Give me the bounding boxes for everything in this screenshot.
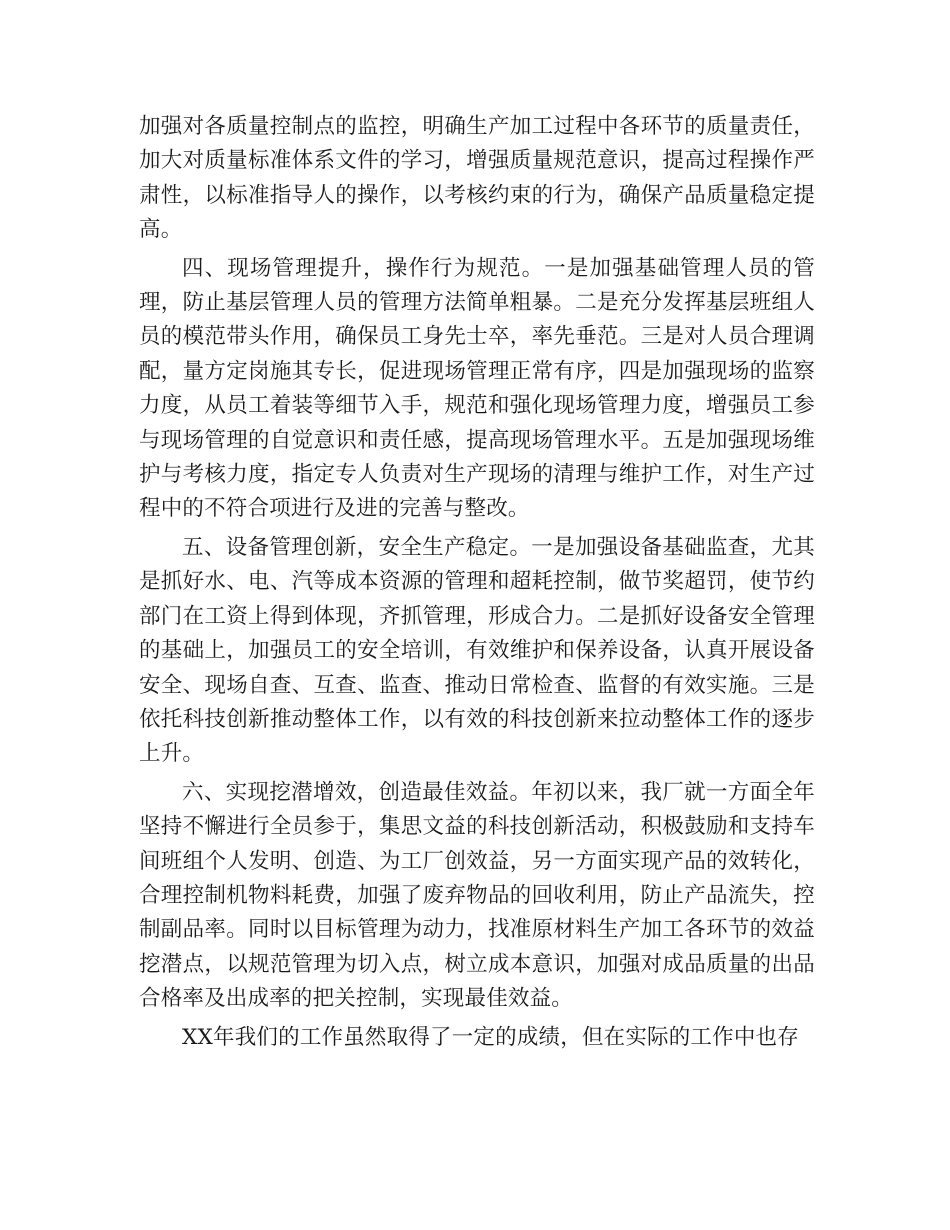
document-body [139,110,815,1059]
paragraph-site-management: 四、现场管理提升，操作行为规范。一是加强基础管理人员的管理，防止基层管理人员的管理方法简单粗暴。二是充分发挥基层班组人员的模范带头作用，确保员工身先士卒，率先垂范。三是对人员合理调配，量方定岗施其专长，促进现场管理正常有序，四是加强现场的监察力度，从员工着装等细节入手，规范和强化现场管理力度，增强员工参与现场管理的自觉意识和责任感，提高现场管理水平。五是加强现场维护与考核力度，指定专人负责对生产现场的清理与维护工作，对生产过程中的不符合项进行及进的完善与整改。 [139,255,815,522]
paragraph-summary: XX年我们的工作虽然取得了一定的成绩，但在实际的工作中也存 [182,1024,799,1050]
paragraph-efficiency: 六、实现挖潜增效，创造最佳效益。年初以来，我厂就一方面全年坚持不懈进行全员参于，集思文益的科技创新活动，积极鼓励和支持车间班组个人发明、创造、为工厂创效益，另一方面实现产品的效转化，合理控制机物料耗费，加强了废弃物品的回收利用，防止产品流失，控制副品率。同时以目标管理为动力，找准原材料生产加工各环节的效益挖潜点，以规范管理为切入点，树立成本意识，加强对成品质量的出品合格率及出成率的把关控制，实现最佳效益。 [139,779,815,1012]
paragraph-equipment-management: 五、设备管理创新，安全生产稳定。一是加强设备基础监查，尤其是抓好水、电、汽等成本资源的管理和超耗控制，做节奖超罚，使节约部门在工资上得到体现，齐抓管理，形成合力。二是抓好设备安全管理的基础上，加强员工的安全培训，有效维护和保养设备，认真开展设备安全、现场自查、互查、监查、推动日常检查、监督的有效实施。三是依托科技创新推动整体工作，以有效的科技创新来拉动整体工作的逐步上升。 [139,534,815,767]
paragraph-quality-control: 加强对各质量控制点的监控，明确生产加工过程中各环节的质量责任，加大对质量标准体系文件的学习，增强质量规范意识，提高过程操作严肃性，以标准指导人的操作，以考核约束的行为，确保产品质量稳定提高。 [139,114,815,243]
